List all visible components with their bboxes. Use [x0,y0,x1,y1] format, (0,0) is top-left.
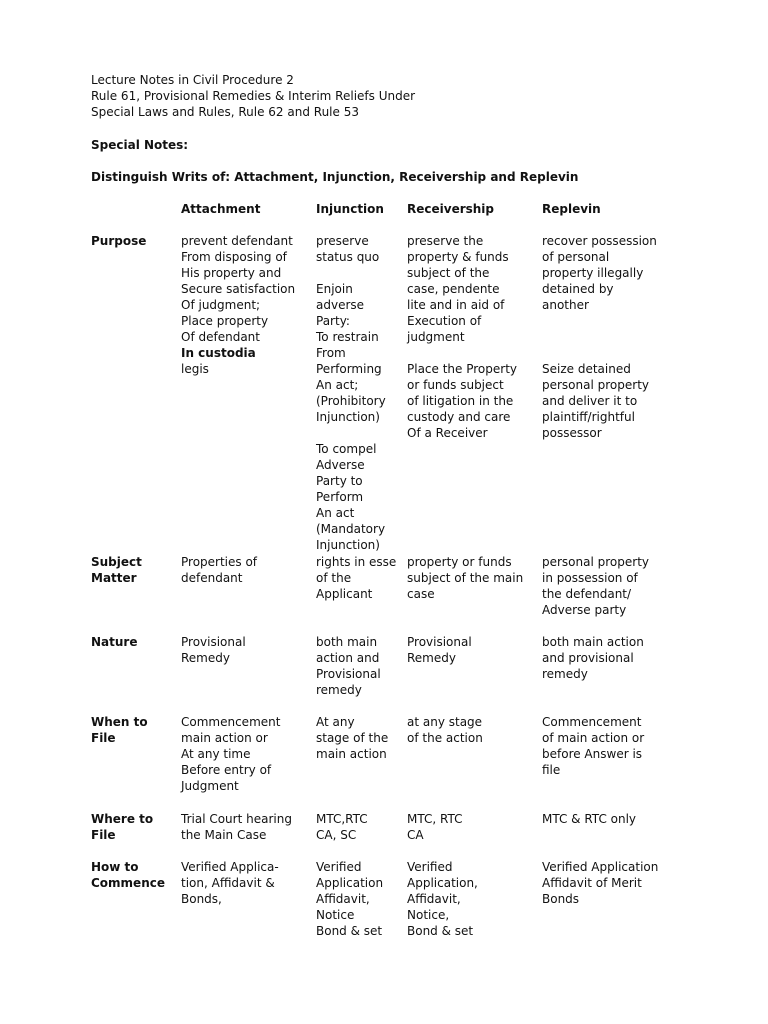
cell-line: Commencement [542,715,642,729]
column-header-injunction: Injunction [316,202,384,216]
cell-attachment [181,554,257,586]
row-label [91,233,146,249]
cell-line: Execution of [407,314,482,328]
cell-attachment [181,634,246,666]
cell-replevin [542,233,657,441]
cell-replevin [542,859,658,907]
cell-line: Notice [316,908,355,922]
cell-line: Nature [91,635,138,649]
cell-line: Enjoin [316,282,353,296]
row-label [91,811,153,843]
cell-line: of main action or [542,731,645,745]
cell-line: prevent defendant [181,234,293,248]
cell-line: (Mandatory [316,522,386,536]
cell-line: Provisional [181,635,246,649]
cell-line: case [407,587,435,601]
cell-line: Bond & set [316,924,383,938]
cell-line: How to [91,860,139,874]
cell-line: From disposing of [181,250,287,264]
cell-line: and provisional [542,651,634,665]
cell-receivership [407,634,472,666]
cell-injunction [316,811,368,843]
cell-line: subject of the main [407,571,524,585]
cell-line: Party: [316,314,350,328]
cell-line: preserve the [407,234,484,248]
row-label [91,859,165,891]
cell-line: file [542,763,561,777]
cell-line: both main action [542,635,644,649]
cell-line: Trial Court hearing [181,812,292,826]
cell-line: Bonds [542,892,580,906]
cell-line: Verified [407,860,453,874]
cell-line: tion, Affidavit & [181,876,275,890]
cell-replevin [542,811,636,827]
cell-line: Adverse party [542,603,627,617]
cell-line [542,345,657,361]
distinguish-heading: Distinguish Writs of: Attachment, Injunction, Receivership and Replevin [91,170,579,184]
cell-line: Provisional [316,667,381,681]
cell-line: action and [316,651,380,665]
cell-line: stage of the [316,731,389,745]
cell-line: the defendant/ [542,587,632,601]
document-header [91,72,415,120]
column-header-attachment: Attachment [181,202,261,216]
cell-line: Application, [407,876,478,890]
cell-injunction [316,233,386,553]
cell-line: Injunction) [316,410,380,424]
cell-line: of personal [542,250,610,264]
cell-replevin [542,554,649,618]
cell-line: Verified Applica- [181,860,279,874]
cell-line: personal property [542,555,650,569]
cell-injunction [316,554,396,602]
cell-line: the Main Case [181,828,267,842]
cell-line: Place property [181,314,269,328]
cell-line: Commence [91,876,165,890]
cell-line: Bonds, [181,892,222,906]
cell-replevin [542,714,644,778]
cell-line: or funds subject [407,378,504,392]
cell-receivership [407,233,517,441]
cell-line: of the action [407,731,483,745]
cell-line: defendant [181,571,243,585]
column-header-replevin: Replevin [542,202,601,216]
cell-line: Applicant [316,587,373,601]
cell-line: adverse [316,298,365,312]
cell-attachment [181,714,280,794]
cell-line: Verified [316,860,362,874]
cell-line: (Prohibitory [316,394,386,408]
cell-line: Affidavit, [316,892,370,906]
cell-line: property illegally [542,266,644,280]
cell-attachment [181,859,279,907]
cell-line: status quo [316,250,380,264]
cell-line: main action [316,747,387,761]
cell-attachment [181,233,295,377]
cell-line: property or funds [407,555,512,569]
cell-line: Place the Property [407,362,518,376]
cell-line: Application [316,876,384,890]
cell-line: before Answer is [542,747,643,761]
cell-line: An act [316,506,355,520]
cell-line: subject of the [407,266,490,280]
cell-line: Of defendant [181,330,260,344]
cell-line: remedy [316,683,362,697]
cell-line: An act; [316,378,359,392]
cell-line: Affidavit, [407,892,461,906]
cell-line: both main [316,635,378,649]
cell-line: custody and care [407,410,511,424]
cell-line: Notice, [407,908,450,922]
cell-line [407,345,517,361]
cell-line: When to [91,715,148,729]
cell-receivership [407,859,478,939]
row-label [91,714,148,746]
cell-receivership [407,714,483,746]
cell-line [542,329,657,345]
cell-line: Purpose [91,234,147,248]
cell-line: Affidavit of Merit [542,876,642,890]
cell-line: of litigation in the [407,394,514,408]
cell-line: Verified Application [542,860,659,874]
cell-line: case, pendente [407,282,500,296]
cell-line: At any time [181,747,251,761]
cell-line: In custodia [181,346,256,360]
cell-line: His property and [181,266,282,280]
cell-line: Remedy [407,651,456,665]
cell-line: judgment [407,330,465,344]
header-line: Special Laws and Rules, Rule 62 and Rule 53 [91,105,359,119]
cell-line [316,425,386,441]
cell-line: Commencement [181,715,281,729]
cell-line: Seize detained [542,362,631,376]
cell-line: recover possession [542,234,657,248]
cell-line: Matter [91,571,137,585]
cell-receivership [407,811,462,843]
cell-line: property & funds [407,250,509,264]
row-label [91,554,142,586]
cell-line: To restrain [316,330,379,344]
cell-line: Party to [316,474,363,488]
cell-line: MTC & RTC only [542,812,637,826]
cell-line: At any [316,715,355,729]
cell-line: in possession of [542,571,638,585]
cell-line: MTC,RTC [316,812,368,826]
cell-line: of the [316,571,352,585]
cell-line: Perform [316,490,364,504]
cell-line: From [316,346,346,360]
cell-line: MTC, RTC [407,812,463,826]
cell-line: possessor [542,426,602,440]
cell-line: Subject [91,555,142,569]
cell-line: Of judgment; [181,298,261,312]
cell-replevin [542,634,644,682]
cell-receivership [407,554,523,602]
cell-injunction [316,859,383,939]
cell-line: Performing [316,362,382,376]
cell-line [316,265,386,281]
cell-line: personal property [542,378,650,392]
cell-line: Judgment [181,779,239,793]
cell-injunction [316,714,388,762]
cell-line: Properties of [181,555,258,569]
cell-injunction [316,634,381,698]
cell-line [542,313,657,329]
cell-line: Of a Receiver [407,426,488,440]
cell-attachment [181,811,292,843]
cell-line: at any stage [407,715,483,729]
cell-line: plaintiff/rightful [542,410,635,424]
cell-line: CA, SC [316,828,357,842]
row-label [91,634,137,650]
cell-line: Where to [91,812,154,826]
header-line: Lecture Notes in Civil Procedure 2 [91,73,294,87]
cell-line: Provisional [407,635,472,649]
cell-line: Adverse [316,458,365,472]
cell-line: Remedy [181,651,230,665]
special-notes-heading: Special Notes: [91,138,189,152]
cell-line: main action or [181,731,268,745]
cell-line: preserve [316,234,369,248]
cell-line: To compel [316,442,377,456]
cell-line: detained by [542,282,614,296]
cell-line: lite and in aid of [407,298,505,312]
cell-line: Bond & set [407,924,474,938]
column-header-receivership: Receivership [407,202,495,216]
cell-line: Before entry of [181,763,272,777]
cell-line: File [91,828,116,842]
cell-line: remedy [542,667,588,681]
cell-line: Secure satisfaction [181,282,296,296]
cell-line: File [91,731,116,745]
cell-line: another [542,298,589,312]
cell-line: Injunction) [316,538,380,552]
cell-line: and deliver it to [542,394,638,408]
cell-line: rights in esse [316,555,397,569]
header-line: Rule 61, Provisional Remedies & Interim Reliefs Under [91,89,416,103]
cell-line: legis [181,362,209,376]
cell-line: CA [407,828,424,842]
